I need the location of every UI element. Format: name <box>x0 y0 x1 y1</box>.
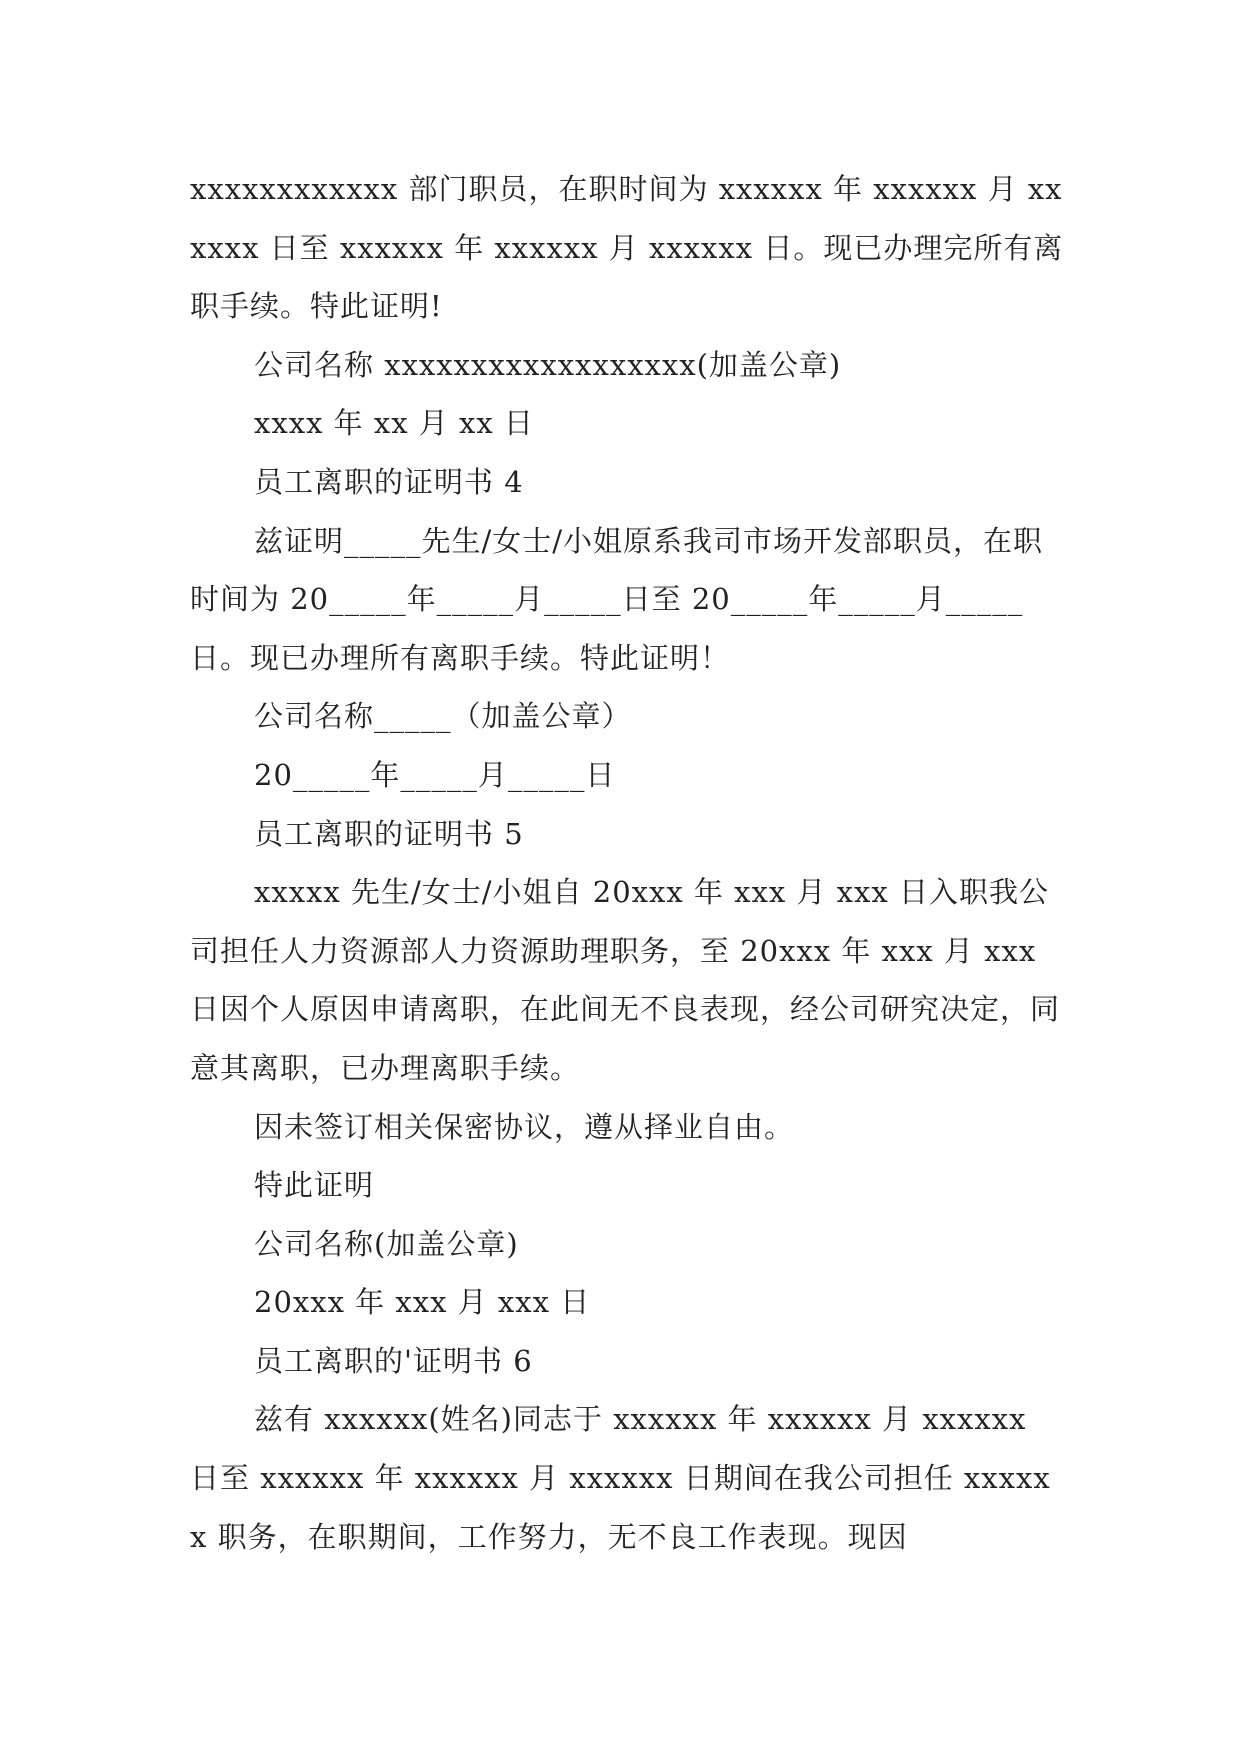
section-heading: 员工离职的'证明书 6 <box>254 1343 533 1378</box>
certificate-body-paragraph: 兹有 xxxxxx(姓名)同志于 xxxxxx 年 xxxxxx 月 xxxxxx 日至 xxxxxx 年 xxxxxx 月 xxxxxx 日期间在我公司担任 xxxxxx 职务，在职期间，工作努力，无不良工作表现。现因 <box>190 1402 1051 1554</box>
date-line: xxxx 年 xx 月 xx 日 <box>254 406 534 441</box>
certificate-body-paragraph: xxxxx 先生/女士/小姐自 20xxx 年 xxx 月 xxx 日入职我公司担任人力资源部人力资源助理职务，至 20xxx 年 xxx 月 xxx 日因个人原因申请离职，在此间无不良表现，经公司研究决定，同意其离职，已办理离职手续。 <box>190 875 1061 1085</box>
date-line: 20_____年_____月_____日 <box>254 757 616 792</box>
confidentiality-note: 因未签订相关保密协议，遵从择业自由。 <box>254 1109 795 1144</box>
certification-statement: 特此证明 <box>254 1168 375 1203</box>
section-heading: 员工离职的证明书 4 <box>254 464 524 499</box>
document-body <box>190 160 1065 1566</box>
company-name-line: 公司名称(加盖公章) <box>254 1226 519 1261</box>
company-name-line: 公司名称 xxxxxxxxxxxxxxxxxx(加盖公章) <box>254 347 842 382</box>
certificate-body-paragraph: 兹证明_____先生/女士/小姐原系我司市场开发部职员，在职时间为 20_____年_____月_____日至 20_____年_____月_____日。现已办理所有离职手续。特此证明！ <box>190 523 1044 675</box>
section-heading: 员工离职的证明书 5 <box>254 816 524 851</box>
date-line: 20xxx 年 xxx 月 xxx 日 <box>254 1285 591 1320</box>
paragraph-continuation: xxxxxxxxxxxx 部门职员，在职时间为 xxxxxx 年 xxxxxx 月 xxxxxx 日至 xxxxxx 年 xxxxxx 月 xxxxxx 日。现已办理完所有离职手续。特此证明! <box>190 172 1064 324</box>
company-name-line: 公司名称_____（加盖公章） <box>254 699 632 734</box>
